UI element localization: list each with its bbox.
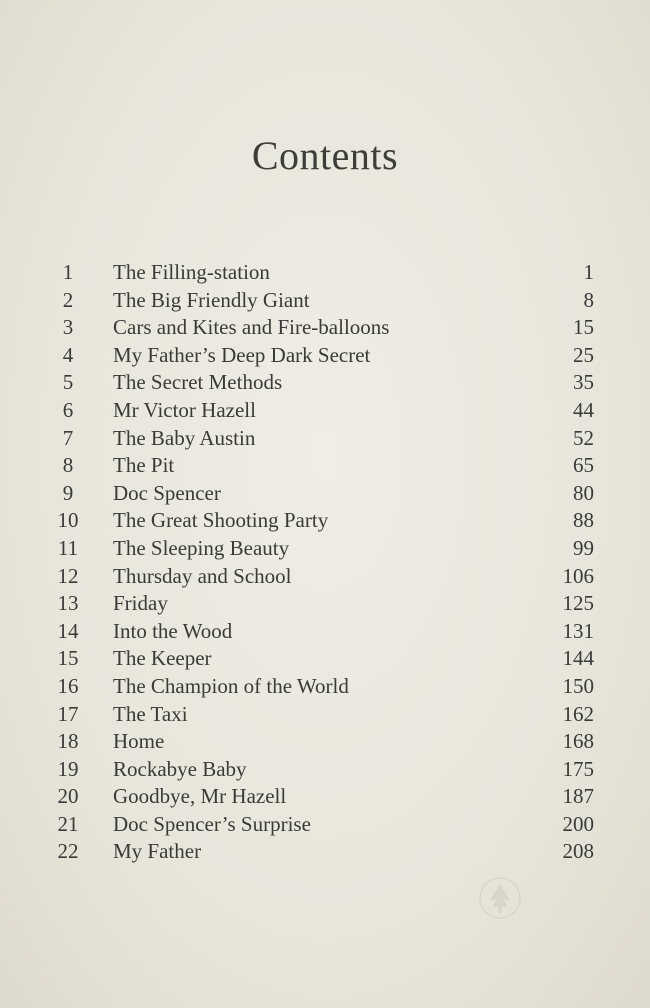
chapter-number: 9 — [62, 480, 74, 505]
chapter-number: 21 — [57, 811, 79, 836]
chapter-title: Mr Victor Hazell — [113, 397, 256, 422]
chapter-title: The Big Friendly Giant — [113, 287, 310, 312]
chapter-number: 2 — [62, 287, 74, 312]
page-number: 150 — [562, 673, 594, 698]
chapter-title: My Father — [113, 839, 202, 864]
toc-entry — [0, 563, 650, 591]
chapter-title: Doc Spencer — [113, 480, 221, 505]
page-number: 162 — [562, 701, 594, 726]
chapter-title: The Taxi — [113, 701, 188, 726]
toc-entry — [0, 811, 650, 839]
page-number: 15 — [573, 315, 594, 340]
toc-entry — [0, 507, 650, 535]
page-number: 80 — [573, 480, 594, 505]
chapter-number: 20 — [57, 784, 79, 809]
toc-entry — [0, 397, 650, 425]
chapter-number: 6 — [62, 397, 74, 422]
tree-imprint-icon — [478, 876, 522, 920]
page-number: 44 — [573, 397, 594, 422]
chapter-title: The Keeper — [113, 646, 212, 671]
chapter-number: 19 — [57, 756, 79, 781]
page-number: 168 — [562, 729, 594, 754]
toc-entry — [0, 425, 650, 453]
chapter-title: The Champion of the World — [113, 673, 349, 698]
chapter-number: 15 — [57, 646, 79, 671]
page-number: 106 — [562, 563, 594, 588]
chapter-title: The Great Shooting Party — [113, 508, 329, 533]
chapter-number: 16 — [57, 673, 79, 698]
toc-entry — [0, 701, 650, 729]
chapter-title: Rockabye Baby — [113, 756, 247, 781]
chapter-title: Cars and Kites and Fire-balloons — [113, 315, 390, 340]
chapter-title: Friday — [113, 591, 168, 616]
page-number: 175 — [562, 756, 594, 781]
chapter-title: Thursday and School — [113, 563, 292, 588]
toc-entry — [0, 535, 650, 563]
chapter-number: 12 — [57, 563, 79, 588]
toc-entry — [0, 342, 650, 370]
toc-entry — [0, 590, 650, 618]
chapter-title: The Filling-station — [113, 260, 270, 284]
page-number: 131 — [562, 618, 594, 643]
chapter-number: 10 — [57, 508, 79, 533]
toc-entry — [0, 618, 650, 646]
table-of-contents — [0, 259, 650, 866]
chapter-number: 5 — [62, 370, 74, 395]
chapter-number: 18 — [57, 729, 79, 754]
chapter-title: The Pit — [113, 453, 175, 478]
toc-entry — [0, 838, 650, 866]
chapter-number: 7 — [62, 425, 74, 450]
chapter-number: 17 — [57, 701, 79, 726]
page-number: 187 — [562, 784, 594, 809]
chapter-number: 13 — [57, 591, 79, 616]
toc-entry — [0, 645, 650, 673]
toc-entry — [0, 673, 650, 701]
page-number: 208 — [562, 839, 594, 864]
chapter-number: 1 — [62, 260, 74, 284]
chapter-title: My Father’s Deep Dark Secret — [113, 342, 371, 367]
toc-entry — [0, 369, 650, 397]
chapter-number: 8 — [62, 453, 74, 478]
chapter-title: Into the Wood — [113, 618, 233, 643]
chapter-number: 22 — [57, 839, 79, 864]
page-number: 52 — [573, 425, 594, 450]
toc-entry — [0, 480, 650, 508]
chapter-number: 3 — [62, 315, 74, 340]
page-number: 125 — [562, 591, 594, 616]
chapter-title: Goodbye, Mr Hazell — [113, 784, 287, 809]
page-number: 99 — [573, 535, 594, 560]
chapter-title: The Secret Methods — [113, 370, 283, 395]
page-number: 144 — [562, 646, 594, 671]
page-number: 25 — [573, 342, 594, 367]
toc-entry — [0, 728, 650, 756]
page-number: 200 — [562, 811, 594, 836]
chapter-number: 4 — [62, 342, 74, 367]
chapter-title: Doc Spencer’s Surprise — [113, 811, 311, 836]
chapter-title: Home — [113, 729, 165, 754]
page-number: 1 — [583, 260, 594, 284]
chapter-title: The Baby Austin — [113, 425, 256, 450]
chapter-number: 11 — [57, 535, 79, 560]
page-number: 35 — [573, 370, 594, 395]
page-title: Contents — [251, 133, 399, 178]
page-number: 65 — [573, 453, 594, 478]
page-number: 8 — [583, 287, 594, 312]
toc-entry — [0, 452, 650, 480]
page-number: 88 — [573, 508, 594, 533]
toc-entry — [0, 287, 650, 315]
toc-entry — [0, 259, 650, 287]
toc-entry — [0, 783, 650, 811]
chapter-number: 14 — [57, 618, 79, 643]
chapter-title: The Sleeping Beauty — [113, 535, 290, 560]
toc-entry — [0, 314, 650, 342]
toc-entry — [0, 756, 650, 784]
